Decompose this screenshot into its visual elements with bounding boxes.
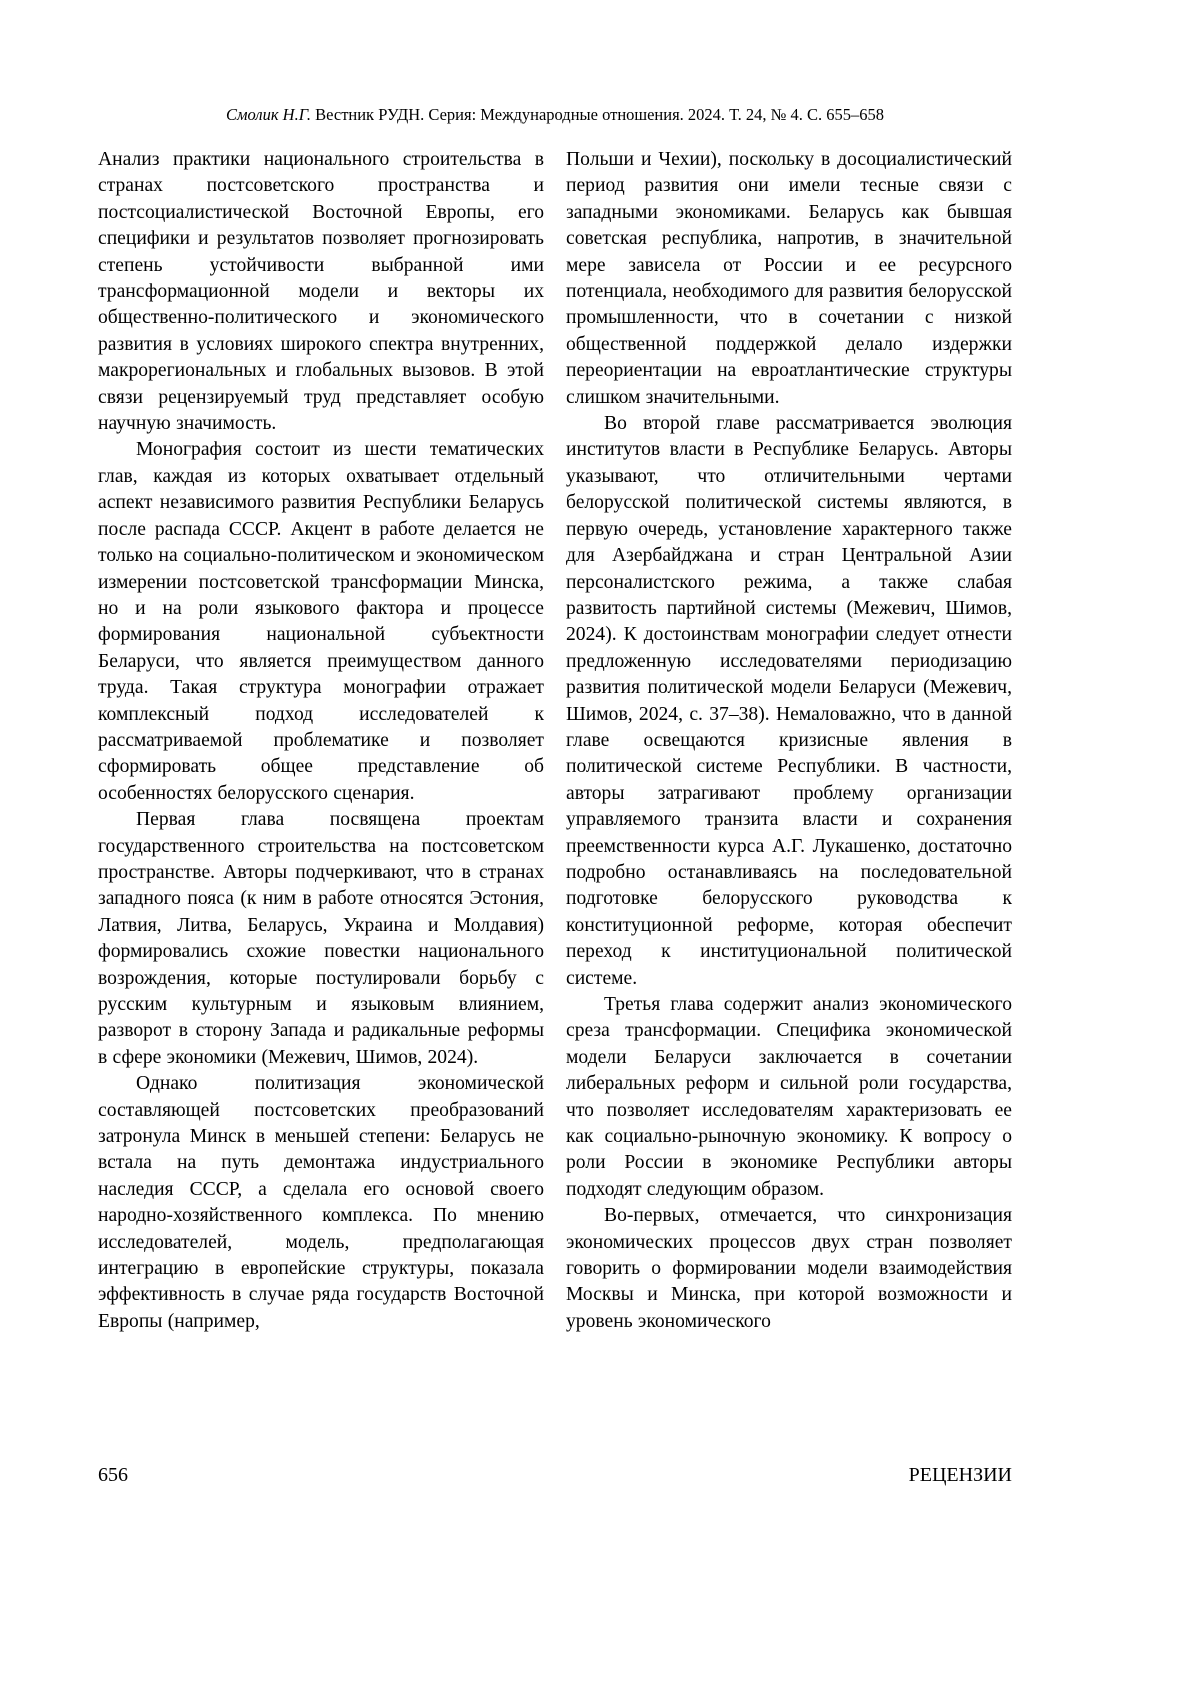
running-header	[98, 104, 1012, 126]
running-header-author: Смолик Н.Г.	[226, 105, 311, 124]
article-body	[98, 147, 1012, 1335]
running-header-citation: Вестник РУДН. Серия: Международные отношения. 2024. Т. 24, № 4. С. 655–658	[315, 105, 884, 124]
paragraph: Во-первых, отмечается, что синхронизация экономических процессов двух стран позволяет говорить о формировании модели взаимодействия Москвы и Минска, при которой возможности и уровень экономического	[566, 1205, 1012, 1332]
paragraph: Анализ практики национального строительства в странах постсоветского пространства и постсоциалистической Восточной Европы, его специфики и результатов позволяет прогнозировать степень устойчивости выбранной ими трансформационной модели и векторы их общественно-политического и экономического развития в условиях широкого спектра внутренних, макрорегиональных и глобальных вызовов. В этой связи рецензируемый труд представляет особую научную значимость.	[98, 149, 544, 435]
paragraph: Первая глава посвящена проектам государственного строительства на постсоветском пространстве. Авторы подчеркивают, что в странах западного пояса (к ним в работе относятся Эстония, Латвия, Литва, Беларусь, Украина и Молдавия) формировались схожие повестки национального возрождения, которые постулировали борьбу с русским культурным и языковым влиянием, разворот в сторону Запада и радикальные реформы в сфере экономики (Межевич, Шимов, 2024).	[98, 809, 544, 1068]
right-column	[566, 147, 1012, 1335]
paragraph: Монография состоит из шести тематических глав, каждая из которых охватывает отдельный аспект независимого развития Республики Беларусь после распада СССР. Акцент в работе делается не только на социально-политическом и экономическом измерении постсоветской трансформации Минска, но и на роли языкового фактора и процессе формирования национальной субъектности Беларуси, что является преимуществом данного труда. Такая структура монографии отражает комплексный подход исследователей к рассматриваемой проблематике и позволяет сформировать общее представление об особенностях белорусского сценария.	[98, 439, 544, 804]
page-number: 656	[98, 1464, 128, 1486]
paragraph: Третья глава содержит анализ экономического среза трансформации. Специфика экономической модели Беларуси заключается в сочетании либеральных реформ и сильной роли государства, что позволяет исследователям характеризовать ее как социально-рыночную экономику. К вопросу о роли России в экономике Республики авторы подходят следующим образом.	[566, 994, 1012, 1200]
section-label: РЕЦЕНЗИИ	[908, 1464, 1012, 1486]
left-column	[98, 147, 544, 1335]
paragraph: Во второй главе рассматривается эволюция институтов власти в Республике Беларусь. Авторы указывают, что отличительными чертами белорусской политической системы являются, в первую очередь, установление характерного также для Азербайджана и стран Центральной Азии персоналистского режима, а также слабая развитость партийной системы (Межевич, Шимов, 2024). К достоинствам монографии следует отнести предложенную исследователями периодизацию развития политической модели Беларуси (Межевич, Шимов, 2024, с. 37–38). Немаловажно, что в данной главе освещаются кризисные явления в политической системе Республики. В частности, авторы затрагивают проблему организации управляемого транзита власти и сохранения преемственности курса А.Г. Лукашенко, достаточно подробно останавливаясь на последовательной подготовке белорусского руководства к конституционной реформе, которая обеспечит переход к институциональной политической системе.	[566, 413, 1012, 989]
page-footer	[98, 1462, 1012, 1488]
paragraph: Однако политизация экономической составляющей постсоветских преобразований затронула Минск в меньшей степени: Беларусь не встала на путь демонтажа индустриального наследия СССР, а сделала его основой своего народно-хозяйственного комплекса. По мнению исследователей, модель, предполагающая интеграцию в европейские структуры, показала эффективность в случае ряда государств Восточной Европы (например,	[98, 1073, 544, 1332]
paragraph: Польши и Чехии), поскольку в досоциалистический период развития они имели тесные связи с западными экономиками. Беларусь как бывшая советская республика, напротив, в значительной мере зависела от России и ее ресурсного потенциала, необходимого для развития белорусской промышленности, что в сочетании с низкой общественной поддержкой делало издержки переориентации на евроатлантические структуры слишком значительными.	[566, 149, 1012, 408]
